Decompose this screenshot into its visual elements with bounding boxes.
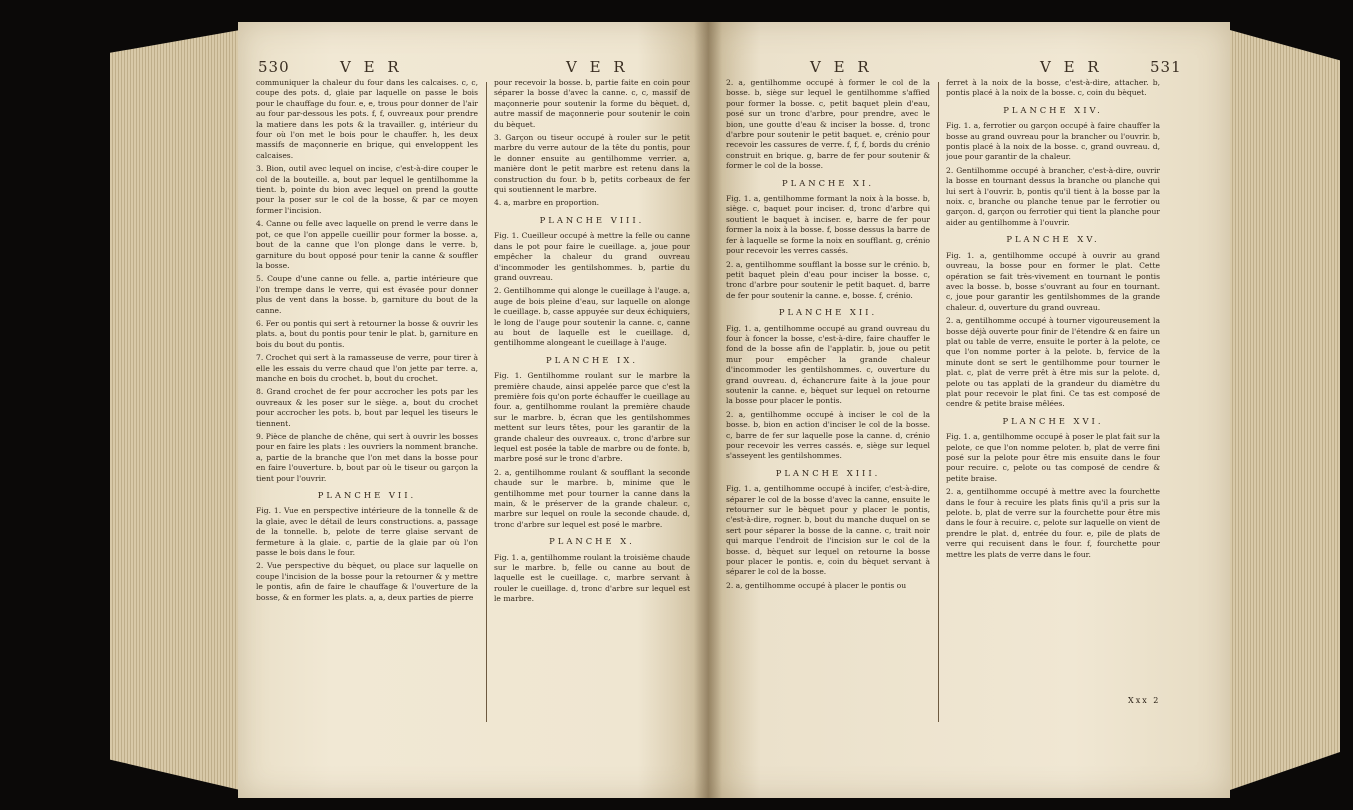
- page-number-right: 531: [1150, 58, 1182, 76]
- left-page-column-1: [256, 78, 478, 768]
- text-paragraph: ferret à la noix de la bosse, c'est-à-dire, attacher. b, pontis placé à la noix de la bosse. c, coin du bèquet.: [946, 78, 1160, 98]
- text-paragraph: pour recevoir la bosse. b, partie faite en coin pour séparer la bosse d'avec la canne. c, c, massif de maçonnerie pour soutenir la forme du bèquet. d, autre massif de maçonnerie pour soutenir le coin du bèquet.: [494, 78, 690, 129]
- text-paragraph: 8. Grand crochet de fer pour accrocher les pots par les ouvreaux & les poser sur le siège. a, bout du crochet pour accrocher les pots. b, bout par lequel les tiseurs le tiennent.: [256, 387, 478, 428]
- text-paragraph: 4. Canne ou felle avec laquelle on prend le verre dans le pot, ce que l'on appelle cueillir pour former la bosse. a, bout de la canne que l'on plonge dans le verre. b, garniture du bout opposé pour tenir la canne & souffler la bosse.: [256, 219, 478, 270]
- text-paragraph: 3. Bion, outil avec lequel on incise, c'est-à-dire couper le col de la bouteille. a, bout par lequel le gentilhomme la tient. b, pointe du bion avec lequel on prend la goutte pour la poser sur le col de la bosse, & par ce moyen former l'incision.: [256, 164, 478, 215]
- text-paragraph: 2. Gentilhomme occupé à brancher, c'est-à-dire, ouvrir la bosse en tournant dessus la branche ou planche qui lui sert à l'ouvrir. b, pontis qu'il tient à la bosse par la noix. c, branche ou planche tenue par le ferrotier ou garçon. d, garçon ou ferrotier qui tient la planche pour aider au gentilhomme à l'ouvrir.: [946, 165, 1160, 227]
- text-paragraph: Fig. 1. Cueilleur occupé à mettre la felle ou canne dans le pot pour faire le cueillage. a, joue pour empêcher la chaleur du grand ouvreau d'incommoder les gentilshommes. b, partie du grand ouvreau.: [494, 231, 690, 282]
- text-paragraph: 7. Crochet qui sert à la ramasseuse de verre, pour tirer à elle les essais du verre chaud que l'on jette par terre. a, manche en bois du crochet. b, bout du crochet.: [256, 353, 478, 383]
- planche-heading: PLANCHE XVI.: [1002, 415, 1104, 426]
- planche-heading: PLANCHE XI.: [782, 177, 874, 188]
- running-head-right-col1: V E R: [810, 58, 873, 76]
- text-paragraph: Fig. 1. Vue en perspective intérieure de la tonnelle & de la glaie, avec le détail de leurs constructions. a, passage de la tonnelle. b, pelote de terre glaise servant de fermeture à la glaie. c, partie de la glaie par où l'on passe le bois dans le four.: [256, 506, 478, 558]
- text-paragraph: Fig. 1. a, gentilhomme occupé à poser le plat fait sur la pelote, ce que l'on nomme peloter. b, plat de verre fini posé sur la pelote pour être mis ensuite dans le four pour recuire. c, pelote ou tas composé de cendre & petite braise.: [946, 432, 1160, 483]
- text-paragraph: Fig. 1. a, gentilhomme formant la noix à la bosse. b, siège. c, baquet pour inciser. d, tronc d'arbre qui soutient le baquet à inciser. e, barre de fer pour former la noix à la bosse. f, bosse dessus la barre de fer à laquelle se forme la noix en soufflant. g, crénio pour recevoir les verres cassés.: [726, 194, 930, 256]
- signature-mark: Xxx 2: [1128, 696, 1161, 705]
- text-paragraph: 2. a, gentilhomme roulant & soufflant la seconde chaude sur le marbre. b, minime que le gentilhomme met pour tourner la canne dans la main, & le préserver de la grande chaleur. c, marbre sur lequel on roule la seconde chaude. d, tronc d'arbre sur lequel est posé le marbre.: [494, 467, 690, 529]
- text-paragraph: 2. a, gentilhomme soufflant la bosse sur le crénio. b, petit baquet plein d'eau pour inciser la bosse. c, tronc d'arbre pour soutenir le petit baquet. d, barre de fer pour soutenir la canne. e, bosse. f, crénio.: [726, 259, 930, 300]
- page-number-left: 530: [258, 58, 290, 76]
- planche-heading: PLANCHE VII.: [317, 490, 417, 501]
- text-paragraph: 2. a, gentilhomme occupé à tourner vigoureusement la bosse déjà ouverte pour finir de l'étendre & en faire un plat ou table de verre, ensuite le porter à la pelote, ce que l'on nomme porter à la pelote. b, fervice de la minute dont se sert le gentilhomme pour tourner le plat. c, plat de verre prêt à être mis sur la pelote. d, pelote ou tas applati de la grandeur du diamètre du plat pour recevoir le plat fini. Ce tas est composé de cendre & petite braise mêlées.: [946, 316, 1160, 409]
- text-paragraph: Fig. 1. a, ferrotier ou garçon occupé à faire chauffer la bosse au grand ouvreau pour la brancher ou l'ouvrir. b, pontis placé à la noix de la bosse. c, grand ouvreau. d, joue pour garantir de la chaleur.: [946, 121, 1160, 162]
- text-paragraph: 4. a, marbre en proportion.: [494, 198, 600, 208]
- left-page-edges: [110, 30, 240, 790]
- text-paragraph: 2. a, gentilhomme occupé à placer le pontis ou: [726, 580, 907, 590]
- text-paragraph: Fig. 1. Gentilhomme roulant sur le marbre la première chaude, ainsi appelée parce que c'est la première fois qu'on porte échauffer le cueillage au four. a, gentilhomme roulant la première chaude sur le marbre. b, écran que les gentilshommes mettent sur leurs têtes, pour les garantir de la grande chaleur des ouvreaux. c, tronc d'arbre sur lequel est posée la table de marbre ou de fonte. b, marbre posé sur le tronc d'arbre.: [494, 371, 690, 464]
- planche-heading: PLANCHE XIV.: [1003, 104, 1103, 115]
- running-head-right-col2: V E R: [1040, 58, 1103, 76]
- column-rule-left: [486, 82, 487, 722]
- text-paragraph: Fig. 1. a, gentilhomme roulant la troisième chaude sur le marbre. b, felle ou canne au bout de laquelle est le cueillage. c, marbre servant à rouler le cueillage. d, tronc d'arbre sur lequel est le marbre.: [494, 552, 690, 604]
- text-paragraph: 2. a, gentilhomme occupé à mettre avec la fourchette dans le four à recuire les plats finis qu'il a pris sur la pelote. b, plat de verre sur la fourchette pour être mis dans le four à recuire. c, pelote sur laquelle on vient de prendre le plat. d, entrée du four. e, pile de plats de verre qui recuisent dans le four. f, fourchette pour mettre les plats de verre dans le four.: [946, 487, 1160, 559]
- text-paragraph: 2. Gentilhomme qui alonge le cueillage à l'auge. a, auge de bois pleine d'eau, sur laquelle on alonge le cueillage. b, casse appuyée sur deux échiquiers, le long de l'auge pour soutenir la canne. c, canne au bout de laquelle est le cueillage. d, gentilhomme alongeant le cueillage à l'auge.: [494, 286, 690, 348]
- text-paragraph: 2. a, gentilhomme occupé à inciser le col de la bosse. b, bion en action d'inciser le col de la bosse. c, barre de fer sur laquelle pose la canne. d, crénio pour recevoir les verres cassés. e, siège sur lequel s'asseyent les gentilshommes.: [726, 409, 930, 461]
- planche-heading: PLANCHE XIII.: [775, 467, 881, 478]
- right-page-edges: [1230, 30, 1340, 790]
- text-paragraph: communiquer la chaleur du four dans les calcaises. c, c, coupe des pots. d, glaie par laquelle on passe le bois pour le chauffage du four. e, e, trous pour donner de l'air au four par-dessous les pots. f, f, ouvreaux pour prendre la matiere dans les pots & la travailler. g, intérieur du four où l'on met le bois pour le chauffer. h, les deux massifs de maçonnerie en brique, qui enveloppent les calcaises.: [256, 78, 478, 160]
- right-page-column-1: [726, 78, 930, 768]
- text-paragraph: 5. Coupe d'une canne ou felle. a, partie intérieure que l'on trempe dans le verre, qui est évasée pour donner plus de vent dans la bosse. b, garniture du bout de la canne.: [256, 274, 478, 315]
- planche-heading: PLANCHE VIII.: [539, 214, 645, 225]
- text-paragraph: 6. Fer ou pontis qui sert à retourner la bosse & ouvrir les plats. a, bout du pontis pour tenir le plat. b, garniture en bois du bout du pontis.: [256, 318, 478, 349]
- text-paragraph: 2. a, gentilhomme occupé à former le col de la bosse. b, siège sur lequel le gentilhomme s'affied pour former la bosse. c, petit baquet plein d'eau, posé sur un tronc d'arbre, pour prendre, avec le bion, une goutte d'eau & inciser la bosse. d, tronc d'arbre pour soutenir le petit baquet. e, crénio pour recevoir les cassures de verre. f, f, f, bords du crénio construit en brique. g, barre de fer pour soutenir & former le col de la bosse.: [726, 78, 930, 171]
- running-head-left-col2: V E R: [566, 58, 629, 76]
- text-paragraph: Fig. 1. a, gentilhomme occupé au grand ouvreau du four à foncer la bosse, c'est-à-dire, faire chauffer le fond de la bosse afin de l'applatir. b, joue ou petit mur pour empêcher la grande chaleur d'incommoder les gentilshommes. c, ouverture du grand ouvreau. d, échancrure faite à la joue pour soutenir la canne. e, bèquet sur lequel on retourne la bosse pour placer le pontis.: [726, 323, 930, 406]
- text-paragraph: Fig. 1. a, gentilhomme occupé à ouvrir au grand ouvreau, la bosse pour en former le plat. Cette opération se fait très-vivement en tournant le pontis avec la bosse. b, bosse s'ouvrant au four en tournant. c, joue pour garantir les gentilshommes de la grande chaleur. d, ouverture du grand ouvreau.: [946, 250, 1160, 312]
- planche-heading: PLANCHE X.: [549, 536, 635, 547]
- text-paragraph: 3. Garçon ou tiseur occupé à rouler sur le petit marbre du verre autour de la tête du pontis, pour le donner ensuite au gentilhomme verrier. a, manière dont le petit marbre est retenu dans la construction du four. b b, petits corbeaux de fer qui soutiennent le marbre.: [494, 133, 690, 195]
- planche-heading: PLANCHE XV.: [1006, 234, 1100, 245]
- column-rule-right: [938, 82, 939, 722]
- text-paragraph: 2. Vue perspective du bèquet, ou place sur laquelle on coupe l'incision de la bosse pour la retourner & y mettre le pontis, afin de faire le chauffage & l'ouverture de la bosse, & en former les plats. a, a, deux parties de pierre: [256, 561, 478, 602]
- planche-heading: PLANCHE IX.: [546, 354, 638, 365]
- text-paragraph: 9. Pièce de planche de chêne, qui sert à ouvrir les bosses pour en faire les plats : les ouvriers la nomment branche. a, partie de la branche que l'on met dans la bosse pour en faire l'ouverture. b, bout par où le tiseur ou garçon la tient pour l'ouvrir.: [256, 432, 478, 483]
- text-paragraph: Fig. 1. a, gentilhomme occupé à incifer, c'est-à-dire, séparer le col de la bosse d'avec la canne, ensuite le retourner sur le bèquet pour y placer le pontis, c'est-à-dire, rogner. b, bout du manche duquel on se sert pour séparer la bosse de la canne. c, trait noir qui marque l'endroit de l'incision sur le col de la bosse. d, bèquet sur lequel on retourne la bosse pour placer le pontis. e, coin du bèquet servant à séparer le col de la bosse.: [726, 484, 930, 577]
- running-head-left-col1: V E R: [340, 58, 403, 76]
- left-page-column-2: [494, 78, 690, 768]
- book-gutter: [694, 22, 722, 798]
- right-page-column-2: [946, 78, 1160, 768]
- planche-heading: PLANCHE XII.: [778, 307, 878, 318]
